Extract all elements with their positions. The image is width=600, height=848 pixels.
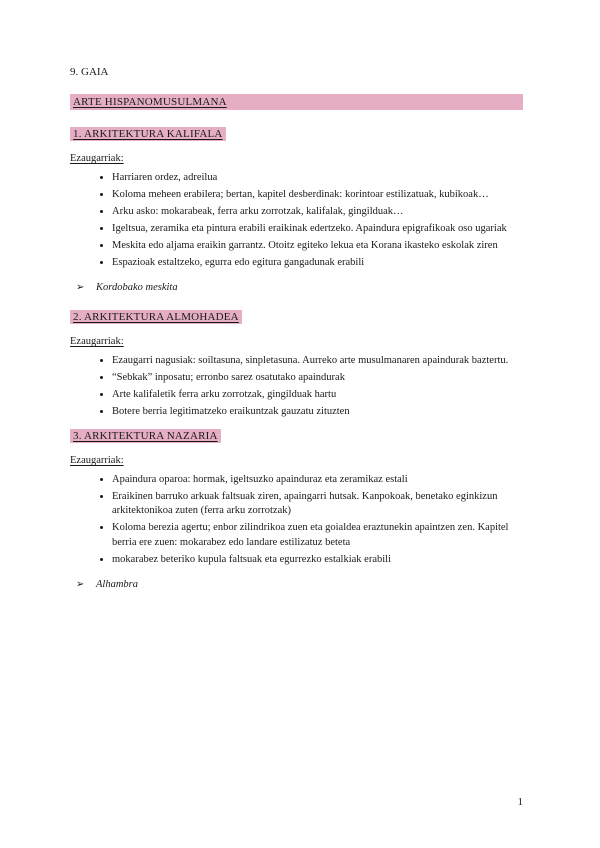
section-almohadea	[70, 311, 523, 419]
bullet-item: • Apaindura oparoa: hormak, igeltsuzko apainduraz eta zeramikaz estali	[112, 473, 523, 487]
bullet-item: • Meskita edo aljama eraikin garrantz. Otoitz egiteko lekua eta Korana ikasteko eskolak ziren	[112, 239, 523, 253]
bullet-item: • Harriaren ordez, adreilua	[112, 171, 523, 185]
section-1-heading: 1. ARKITEKTURA KALIFALA	[70, 127, 226, 141]
arrowhead-icon: ➢	[76, 282, 85, 294]
bullet-item: • “Sebkak” inposatu; erronbo sarez osatutako apaindurak	[112, 371, 523, 385]
section-3-note	[70, 579, 523, 590]
bullet-item: • Ezaugarri nagusiak: soiltasuna, sinpletasuna. Aurreko arte musulmanaren apaindurak baztertu.	[112, 354, 523, 368]
arrowhead-icon: ➢	[76, 579, 85, 591]
bullet-item: • Arte kalifaletik ferra arku zorrotzak, gingilduak hartu	[112, 388, 523, 402]
bullet-item: • Koloma berezia agertu; enbor zilindrikoa zuen eta goialdea eraztunekin apaintzen zen. Kapitel berria ere zuen: mokarabez edo landare estilizatuz beteta	[112, 521, 523, 550]
section-kalifala	[70, 128, 523, 293]
doc-title: 9. GAIA	[70, 66, 109, 78]
bullet-item: • mokarabez beteriko kupula faltsuak eta egurrezko estalkiak erabili	[112, 553, 523, 567]
bullet-item: • Arku asko: mokarabeak, ferra arku zorrotzak, kalifalak, gingilduak…	[112, 205, 523, 219]
section-3-heading: 3. ARKITEKTURA NAZARIA	[70, 429, 221, 443]
bullet-item: • Koloma meheen erabilera; bertan, kapitel desberdinak: korintoar estilizatuak, kubikoak…	[112, 188, 523, 202]
section-heading-row	[70, 128, 523, 140]
main-heading-highlight	[70, 94, 523, 110]
bullet-item: • Igeltsua, zeramika eta pintura erabili eraikinak edertzeko. Apaindura epigrafikoak oso ugariak	[112, 222, 523, 236]
section-2-subheading: Ezaugarriak:	[70, 336, 124, 348]
section-nazaria	[70, 430, 523, 590]
section-2-bullet-list	[70, 354, 523, 419]
section-heading-row	[70, 430, 523, 442]
bullet-item: • Eraikinen barruko arkuak faltsuak ziren, apaingarri hutsak. Kanpokoak, benetako eginkizun arkitektonikoa zuten (ferra arku zorrotzak)	[112, 490, 523, 519]
note-text: Kordobako meskita	[96, 282, 178, 294]
section-heading-row	[70, 311, 523, 323]
section-1-subheading: Ezaugarriak:	[70, 153, 124, 164]
section-2-heading: 2. ARKITEKTURA ALMOHADEA	[70, 310, 242, 324]
page-number: 1	[517, 796, 523, 808]
note-text: Alhambra	[96, 579, 139, 591]
section-3-bullet-list	[70, 473, 523, 567]
bullet-item: • Espazioak estaltzeko, egurra edo egitura gangadunak erabili	[112, 256, 523, 270]
bullet-item: • Botere berria legitimatzeko eraikuntzak gauzatu zituzten	[112, 405, 523, 419]
section-1-note	[70, 282, 523, 293]
section-1-bullet-list	[70, 171, 523, 270]
main-heading: ARTE HISPANOMUSULMANA	[73, 96, 227, 108]
section-3-subheading: Ezaugarriak:	[70, 454, 124, 466]
